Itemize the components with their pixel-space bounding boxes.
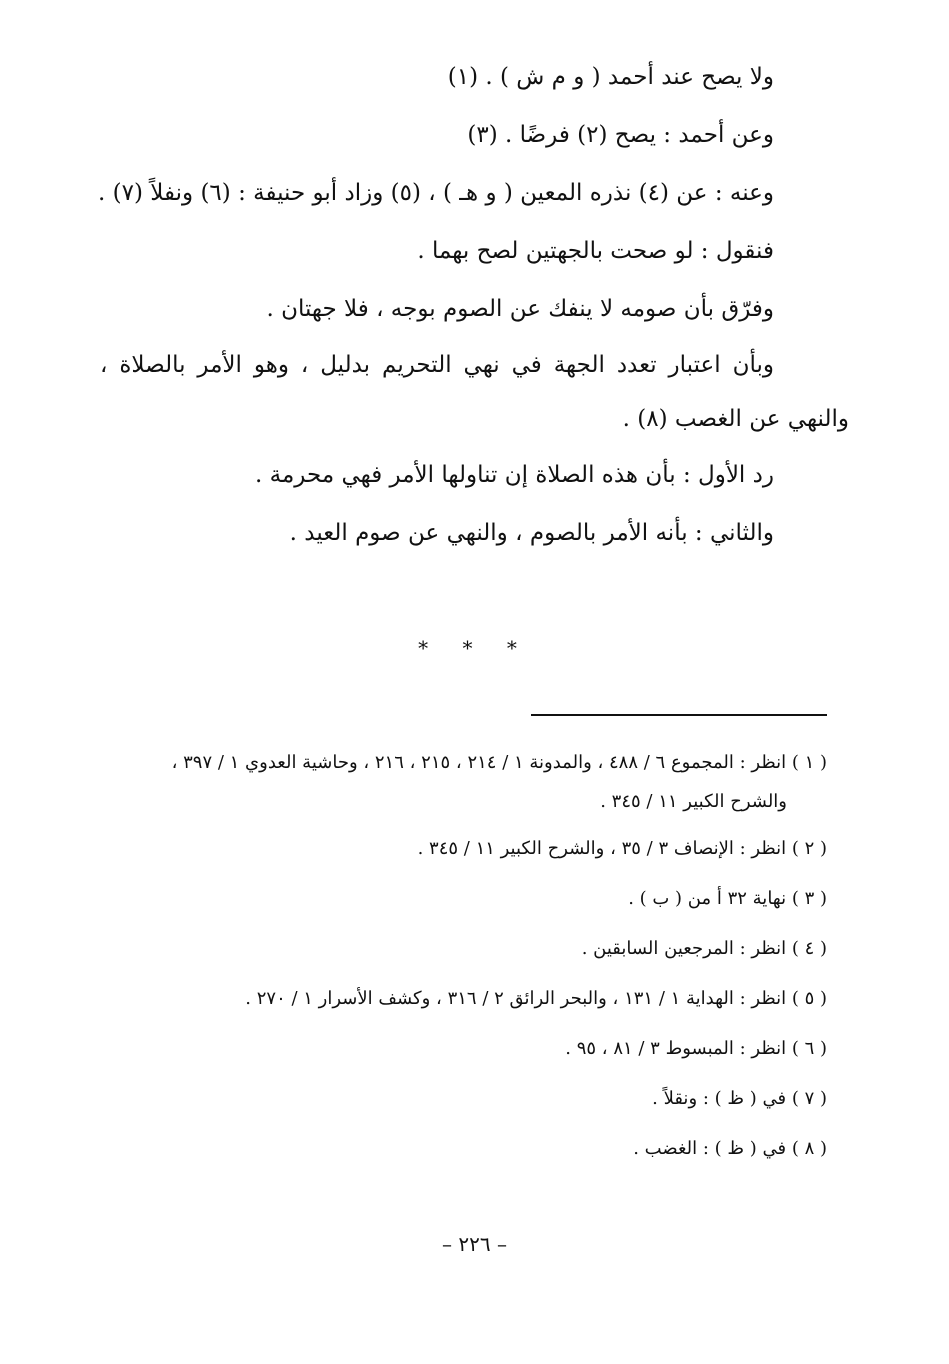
footnote: ( ٣ ) نهاية ٣٢ أ من ( ب ) . [628, 888, 827, 909]
footnote: ( ٢ ) انظر : الإنصاف ٣ / ٣٥ ، والشرح الكبير ١١ / ٣٤٥ . [417, 838, 827, 859]
main-text [100, 48, 849, 562]
section-separator: * * * [418, 636, 531, 660]
paragraph: وفرّق بأن صومه لا ينفك عن الصوم بوجه ، فلا جهتان . [266, 296, 774, 322]
paragraph: ولا يصح عند أحمد ( و م ش ) . (١) [447, 64, 774, 90]
footnote-divider [531, 714, 827, 716]
paragraph: فنقول : لو صحت بالجهتين لصح بهما . [417, 238, 774, 264]
paragraph: وبأن اعتبار تعدد الجهة في نهي التحريم بدليل ، وهو الأمر بالصلاة ، والنهي عن الغصب (٨) . [100, 352, 849, 432]
paragraph: وعن أحمد : يصح (٢) فرضًا . (٣) [467, 122, 774, 148]
paragraph: وعنه : عن (٤) نذره المعين ( و هـ ) ، (٥) وزاد أبو حنيفة : (٦) ونفلاً (٧) . [98, 180, 774, 206]
paragraph: والثاني : بأنه الأمر بالصوم ، والنهي عن صوم العيد . [289, 520, 774, 546]
footnote: ( ٨ ) في ( ظ ) : الغضب . [633, 1138, 827, 1159]
footnote: ( ٧ ) في ( ظ ) : ونقلاً . [652, 1088, 827, 1109]
footnote: ( ٤ ) انظر : المرجعين السابقين . [581, 938, 827, 959]
page-number: – ٢٢٦ – [442, 1232, 507, 1256]
footnote: ( ٦ ) انظر : المبسوط ٣ / ٨١ ، ٩٥ . [565, 1038, 827, 1059]
footnotes [100, 738, 827, 1174]
footnote: ( ١ ) انظر : المجموع ٦ / ٤٨٨ ، والمدونة ١ / ٢١٤ ، ٢١٥ ، ٢١٦ ، وحاشية العدوي ١ / ٣٩٧ ، [171, 752, 827, 773]
footnote: ( ٥ ) انظر : الهداية ١ / ١٣١ ، والبحر الرائق ٢ / ٣١٦ ، وكشف الأسرار ١ / ٢٧٠ . [245, 988, 827, 1009]
paragraph: رد الأول : بأن هذه الصلاة إن تناولها الأمر فهي محرمة . [255, 462, 774, 488]
footnote-continuation: والشرح الكبير ١١ / ٣٤٥ . [600, 791, 787, 812]
